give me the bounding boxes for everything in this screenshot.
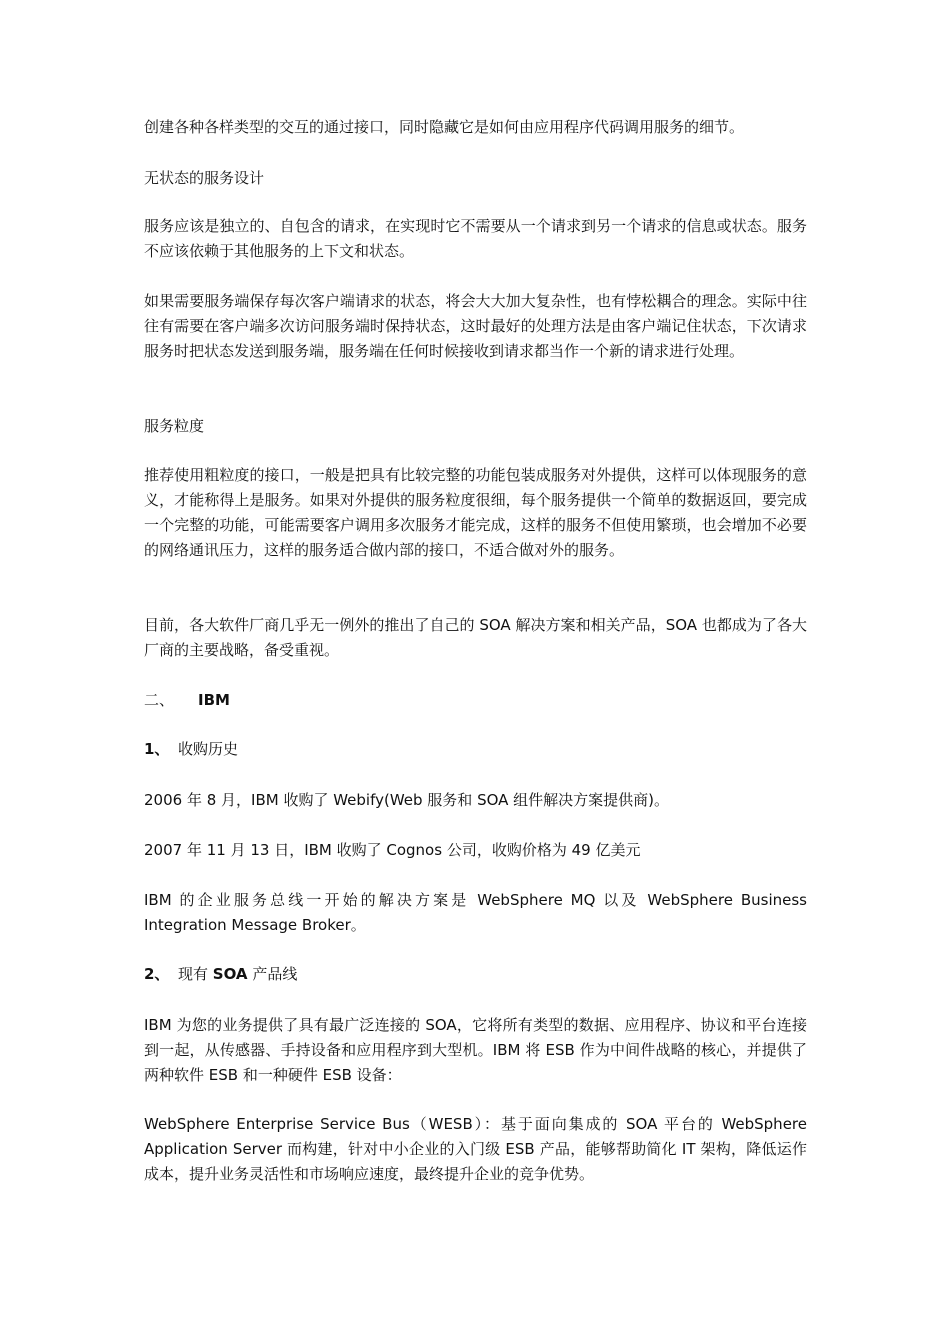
paragraph-interface-detail: 创建各种各样类型的交互的通过接口，同时隐藏它是如何由应用程序代码调用服务的细节。	[144, 118, 745, 136]
heading-service-granularity: 服务粒度	[144, 417, 205, 435]
paragraph-stateless-definition: 服务应该是独立的、自包含的请求，在实现时它不需要从一个请求到另一个请求的信息或状态。服务不应该依赖于其他服务的上下文和状态。	[144, 217, 807, 260]
subsection-title-soa: SOA	[212, 965, 248, 983]
subsection-title-suffix: 产品线	[247, 965, 298, 983]
subsection-title-prefix: 现有	[178, 965, 213, 983]
section-title: IBM	[198, 691, 230, 709]
subsection-heading-acquisitions	[144, 737, 807, 762]
section-heading-ibm	[144, 688, 807, 713]
heading-stateless-service-design: 无状态的服务设计	[144, 169, 265, 187]
subsection-heading-soa-products	[144, 962, 807, 987]
paragraph-ibm-esb-initial: IBM 的企业服务总线一开始的解决方案是 WebSphere MQ 以及 WebSphere Business Integration Message Broker。	[144, 891, 807, 934]
paragraph-stateless-explanation: 如果需要服务端保存每次客户端请求的状态，将会大大加大复杂性，也有悖松耦合的理念。实际中往往有需要在客户端多次访问服务端时保持状态，这时最好的处理方法是由客户端记住状态，下次请求服务时把状态发送到服务端，服务端在任何时候接收到请求都当作一个新的请求进行处理。	[144, 292, 807, 360]
subsection-title: 收购历史	[178, 740, 239, 758]
subsection-number: 2、	[144, 965, 170, 983]
paragraph-soa-vendors: 目前，各大软件厂商几乎无一例外的推出了自己的 SOA 解决方案和相关产品，SOA 也都成为了各大厂商的主要战略，备受重视。	[144, 616, 807, 659]
section-number: 二、	[144, 691, 175, 709]
subsection-number: 1、	[144, 740, 170, 758]
paragraph-ibm-soa-connectivity: IBM 为您的业务提供了具有最广泛连接的 SOA，它将所有类型的数据、应用程序、协议和平台连接到一起，从传感器、手持设备和应用程序到大型机。IBM 将 ESB 作为中间件战略的核心，并提供了两种软件 ESB 和一种硬件 ESB 设备：	[144, 1016, 807, 1084]
paragraph-acquisition-cognos: 2007 年 11 月 13 日，IBM 收购了 Cognos 公司，收购价格为 49 亿美元	[144, 841, 641, 859]
paragraph-acquisition-webify: 2006 年 8 月，IBM 收购了 Webify(Web 服务和 SOA 组件解决方案提供商)。	[144, 791, 670, 809]
paragraph-wesb: WebSphere Enterprise Service Bus（WESB）：基于面向集成的 SOA 平台的 WebSphere Application Server 而构建，针对中小企业的入门级 ESB 产品，能够帮助简化 IT 架构，降低运作成本，提升业务灵活性和市场响应速度，最终提升企业的竞争优势。	[144, 1115, 807, 1183]
paragraph-granularity: 推荐使用粗粒度的接口，一般是把具有比较完整的功能包装成服务对外提供，这样可以体现服务的意义，才能称得上是服务。如果对外提供的服务粒度很细，每个服务提供一个简单的数据返回，要完成一个完整的功能，可能需要客户调用多次服务才能完成，这样的服务不但使用繁琐，也会增加不必要的网络通讯压力，这样的服务适合做内部的接口，不适合做对外的服务。	[144, 466, 807, 559]
